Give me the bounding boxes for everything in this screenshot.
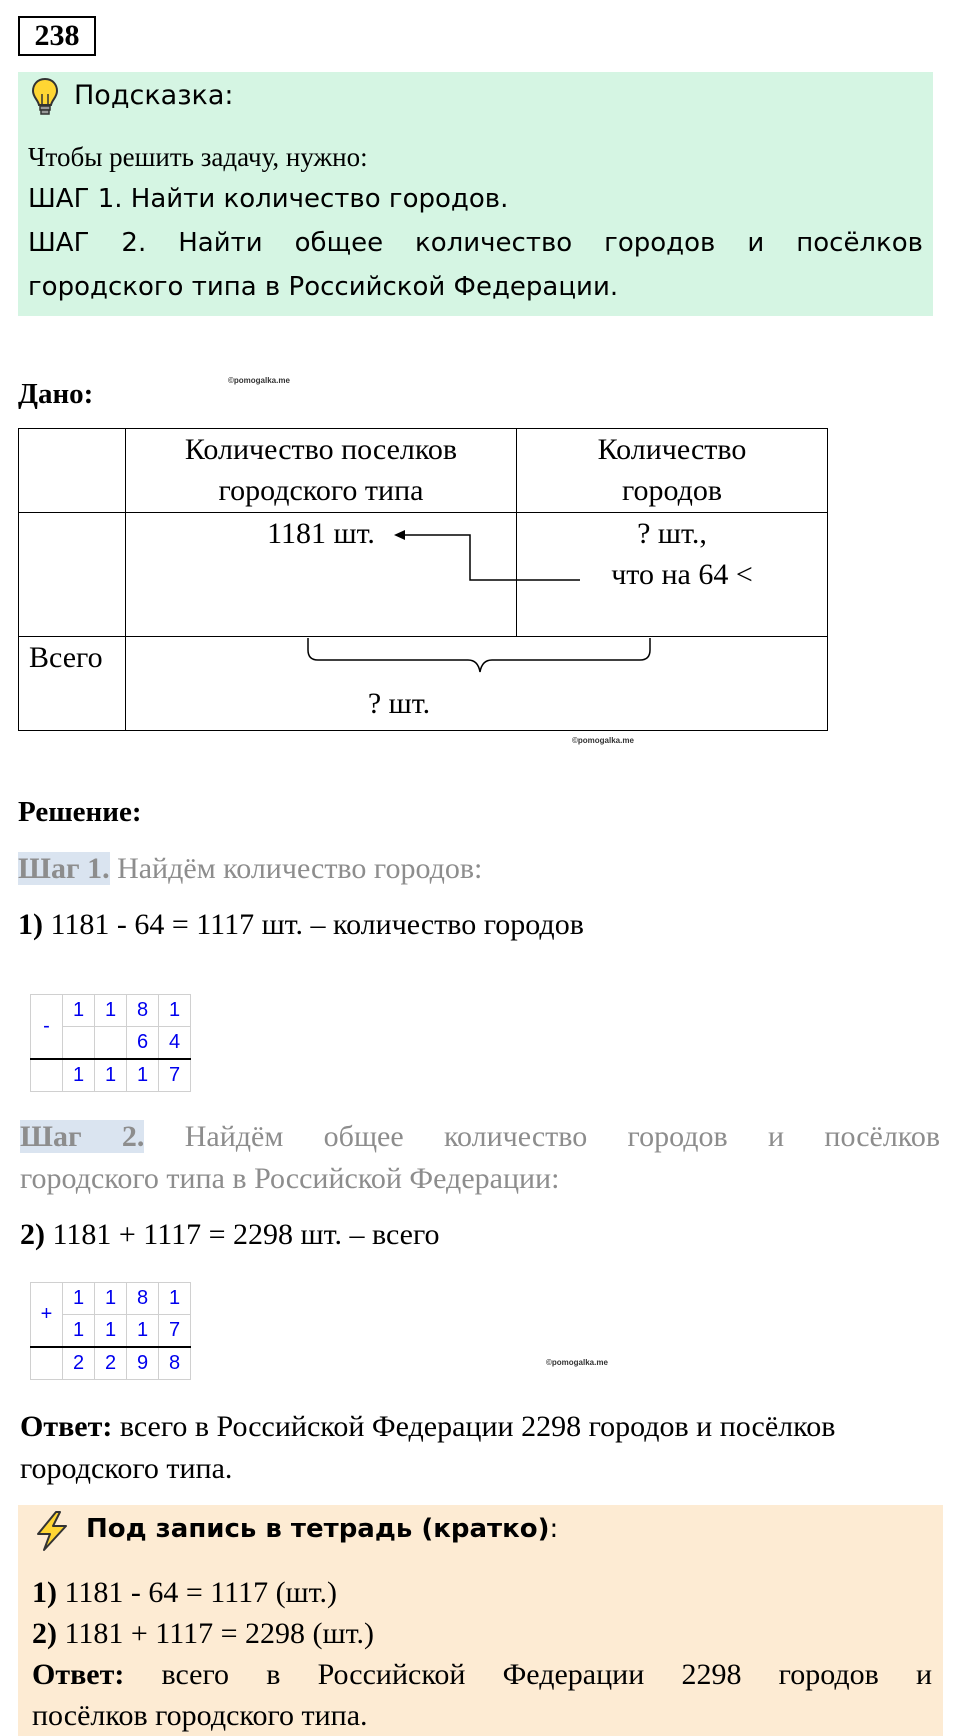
- solution-heading: Решение:: [18, 796, 142, 828]
- solution-eq1-text: 1181 - 64 = 1117 шт. – количество городов: [50, 908, 584, 941]
- given-col2-header-b: городов: [621, 474, 723, 507]
- note-line1-num: 1): [32, 1576, 57, 1609]
- solution-step2-text-a: Найдём общее количество городов и посёлков: [184, 1120, 941, 1153]
- calc1-digit: [63, 1027, 95, 1060]
- calc1-op: -: [31, 995, 63, 1060]
- note-line2-text: 1181 + 1117 = 2298 (шт.): [64, 1617, 374, 1650]
- calc2-digit: 2: [63, 1347, 95, 1380]
- calc1-digit: [95, 1027, 127, 1060]
- solution-step2-text-b: городского типа в Российской Федерации:: [20, 1162, 560, 1195]
- given-arrows: [0, 0, 960, 760]
- calc2-digit: 1: [159, 1283, 191, 1315]
- calc2-digit: 2: [95, 1347, 127, 1380]
- hint-step1-text: Найти количество городов.: [130, 184, 509, 214]
- task-number: 238: [18, 16, 96, 56]
- solution-step1-text: Найдём количество городов:: [117, 852, 483, 885]
- solution-answer-text-a: всего в Российской Федерации 2298 городов и посёлков: [119, 1410, 836, 1443]
- solution-step1: [18, 852, 482, 886]
- calc2-digit: 1: [95, 1315, 127, 1348]
- calc2-digit: 1: [63, 1315, 95, 1348]
- given-total-label: Всего: [29, 641, 103, 674]
- calc1-digit: 1: [159, 995, 191, 1027]
- calc-addition: [30, 1282, 191, 1380]
- calc1-empty: [31, 1059, 63, 1092]
- calc2-digit: 1: [95, 1283, 127, 1315]
- calc2-digit: 8: [159, 1347, 191, 1380]
- solution-answer-text-b: городского типа.: [20, 1452, 233, 1485]
- comparison-arrow-line: [402, 535, 580, 580]
- calc1-digit: 1: [127, 1059, 159, 1092]
- solution-eq1-num: 1): [18, 908, 43, 941]
- calc-subtraction: [30, 994, 191, 1092]
- hint-step2-text-a: Найти общее количество городов и посёлков: [178, 228, 923, 258]
- total-brace: [308, 638, 650, 672]
- solution-answer-label: Ответ:: [20, 1410, 113, 1443]
- note-answer-text-a: всего в Российской Федерации 2298 городов и: [161, 1658, 932, 1691]
- hint-step2-label: ШАГ 2.: [28, 228, 147, 258]
- given-col2-value-a: ? шт.,: [637, 517, 707, 550]
- calc1-digit: 6: [127, 1027, 159, 1060]
- solution-answer: [20, 1410, 835, 1444]
- solution-eq2-text: 1181 + 1117 = 2298 шт. – всего: [52, 1218, 440, 1251]
- calc1-digit: 1: [95, 995, 127, 1027]
- note-line2-num: 2): [32, 1617, 57, 1650]
- solution-eq2: [20, 1218, 440, 1252]
- calc2-digit: 9: [127, 1347, 159, 1380]
- calc2-op: +: [31, 1283, 63, 1348]
- given-col1-header-b: городского типа: [218, 474, 424, 507]
- solution-step2-label: Шаг 2.: [20, 1120, 145, 1153]
- calc1-digit: 8: [127, 995, 159, 1027]
- note-title-wrap: [86, 1514, 558, 1544]
- given-col2-value-b: что на 64 <: [611, 558, 753, 591]
- hint-step1-label: ШАГ 1.: [28, 184, 123, 214]
- calc2-empty: [31, 1347, 63, 1380]
- given-heading: Дано:: [18, 378, 94, 410]
- calc1-digit: 7: [159, 1059, 191, 1092]
- hint-title: Подсказка:: [74, 80, 234, 111]
- note-line2: [32, 1617, 374, 1651]
- hint-intro: Чтобы решить задачу, нужно:: [28, 142, 368, 172]
- given-col2-header-a: Количество: [597, 433, 747, 466]
- given-total-value: ? шт.: [367, 687, 431, 720]
- note-answer-text-b: посёлков городского типа.: [32, 1699, 368, 1732]
- watermark: ©pomogalka.me: [228, 376, 290, 385]
- note-line1: [32, 1576, 337, 1610]
- solution-step2: [20, 1120, 940, 1154]
- note-answer-label: Ответ:: [32, 1658, 125, 1691]
- calc1-digit: 1: [63, 1059, 95, 1092]
- solution-eq2-num: 2): [20, 1218, 45, 1251]
- lightning-icon: [32, 1510, 72, 1552]
- calc1-digit: 1: [95, 1059, 127, 1092]
- calc1-digit: 1: [63, 995, 95, 1027]
- hint-step2-text-b: городского типа в Российской Федерации.: [28, 272, 619, 302]
- comparison-arrow-head: [394, 530, 405, 540]
- solution-eq1: [18, 908, 584, 942]
- note-title: Под запись в тетрадь (кратко): [86, 1514, 550, 1544]
- note-line1-text: 1181 - 64 = 1117 (шт.): [64, 1576, 338, 1609]
- calc2-digit: 7: [159, 1315, 191, 1348]
- given-col1-value: 1181 шт.: [267, 517, 375, 550]
- watermark-3: ©pomogalka.me: [546, 1358, 608, 1367]
- calc2-digit: 1: [127, 1315, 159, 1348]
- note-answer: [32, 1658, 932, 1692]
- given-col1-header-a: Количество поселков: [184, 433, 458, 466]
- watermark-2: ©pomogalka.me: [572, 736, 634, 745]
- calc2-digit: 8: [127, 1283, 159, 1315]
- calc1-digit: 4: [159, 1027, 191, 1060]
- note-title-colon: :: [549, 1514, 559, 1544]
- solution-step1-label: Шаг 1.: [18, 852, 110, 885]
- calc2-digit: 1: [63, 1283, 95, 1315]
